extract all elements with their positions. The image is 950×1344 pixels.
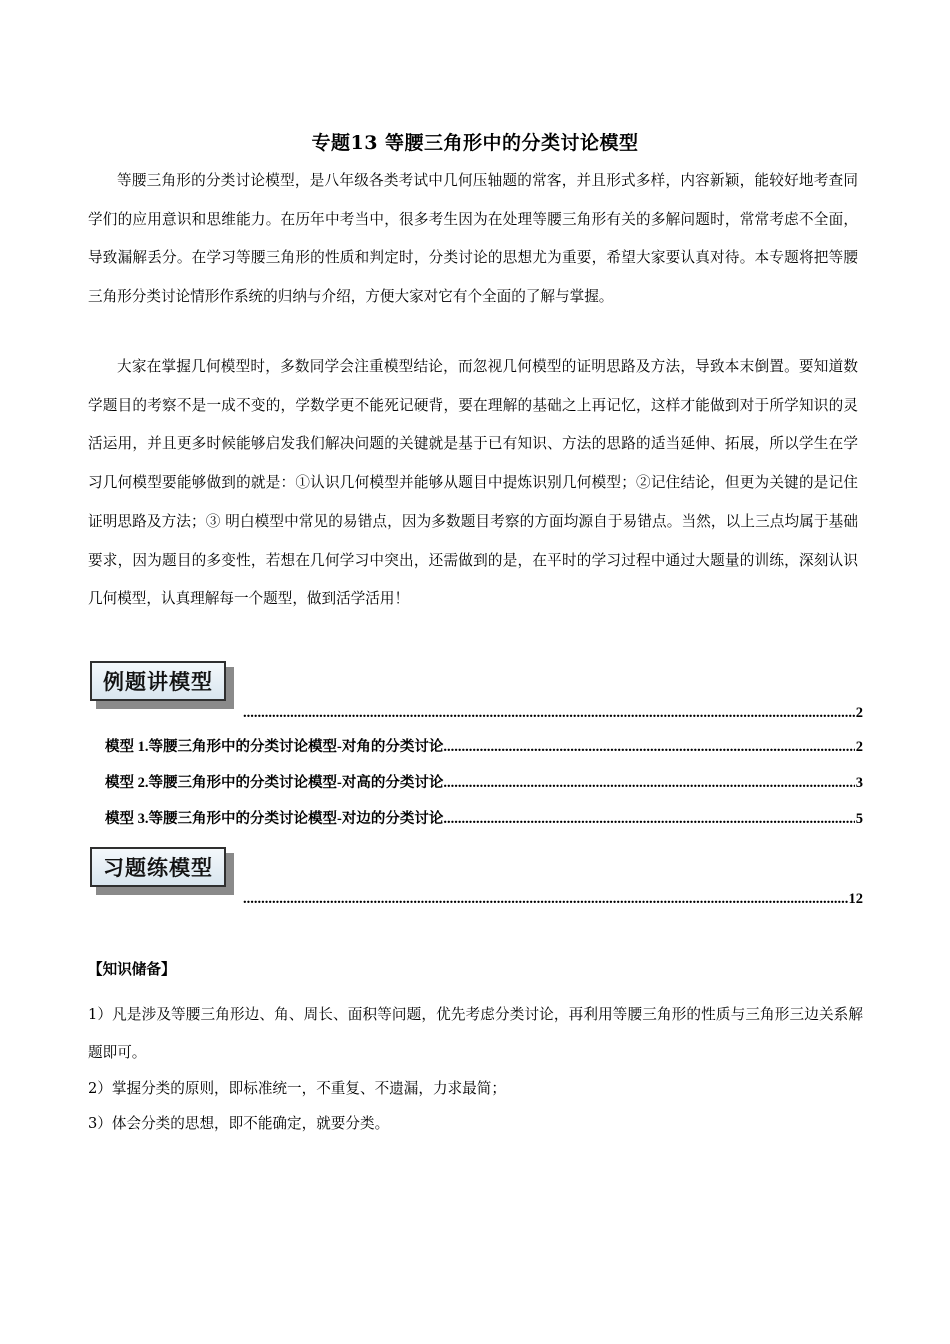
knowledge-item-3: 3）体会分类的思想，即不能确定，就要分类。	[88, 1115, 390, 1132]
toc-leader-dots	[443, 811, 854, 828]
toc-entry-model-2[interactable]	[105, 771, 863, 792]
toc-page-number: 2	[855, 739, 863, 755]
knowledge-item-2: 2）掌握分类的原则，即标准统一，不重复、不遗漏，力求最简；	[88, 1080, 506, 1097]
knowledge-heading: 【知识储备】	[88, 961, 176, 978]
toc-leader-dots	[243, 705, 855, 722]
toc-entry-label: 模型 3.等腰三角形中的分类讨论模型-对边的分类讨论	[105, 811, 444, 827]
knowledge-item-1: 1）凡是涉及等腰三角形边、角、周长、面积等问题，优先考虑分类讨论，再利用等腰三角形的性质与三角形三边关系解题即可。	[88, 1006, 863, 1061]
toc-page-number: 5	[855, 811, 863, 827]
toc-entry-label: 模型 2.等腰三角形中的分类讨论模型-对高的分类讨论	[105, 775, 444, 791]
toc-entry-model-1[interactable]	[105, 735, 863, 756]
toc-page-number: 3	[855, 775, 863, 791]
toc-leader-dots	[243, 891, 848, 908]
banner-label: 习题练模型	[90, 847, 226, 887]
intro-paragraph-1: 等腰三角形的分类讨论模型，是八年级各类考试中几何压轴题的常客，并且形式多样，内容新颖，能较好地考查同学们的应用意识和思维能力。在历年中考当中，很多考生因为在处理等腰三角形有关的多解问题时，常常考虑不全面，导致漏解丢分。在学习等腰三角形的性质和判定时，分类讨论的思想尤为重要，希望大家要认真对待。本专题将把等腰三角形分类讨论情形作系统的归纳与介绍，方便大家对它有个全面的了解与掌握。	[88, 172, 858, 306]
toc-entry-label: 模型 1.等腰三角形中的分类讨论模型-对角的分类讨论	[105, 739, 444, 755]
document-title: 专题13 等腰三角形中的分类讨论模型	[311, 132, 639, 154]
toc-leader-dots	[443, 775, 854, 792]
section-banner-examples	[90, 661, 236, 711]
intro-paragraph-2: 大家在掌握几何模型时，多数同学会注重模型结论，而忽视几何模型的证明思路及方法，导致本末倒置。要知道数学题目的考察不是一成不变的，学数学更不能死记硬背，要在理解的基础之上再记忆，这样才能做到对于所学知识的灵活运用，并且更多时候能够启发我们解决问题的关键就是基于已有知识、方法的思路的适当延伸、拓展，所以学生在学习几何模型要能够做到的就是：①认识几何模型并能够从题目中提炼识别几何模型；②记住结论，但更为关键的是记住证明思路及方法；③ 明白模型中常见的易错点，因为多数题目考察的方面均源自于易错点。当然，以上三点均属于基础要求，因为题目的多变性，若想在几何学习中突出，还需做到的是，在平时的学习过程中通过大题量的训练，深刻认识几何模型，认真理解每一个题型，做到活学活用！	[88, 358, 858, 608]
toc-entry-examples[interactable]	[243, 705, 863, 722]
toc-page-number: 12	[848, 891, 863, 907]
banner-label: 例题讲模型	[90, 661, 226, 701]
section-banner-exercises	[90, 847, 236, 897]
toc-leader-dots	[443, 739, 854, 756]
toc-page-number: 2	[855, 705, 863, 721]
toc-entry-model-3[interactable]	[105, 807, 863, 828]
toc-entry-exercises[interactable]	[243, 891, 863, 908]
